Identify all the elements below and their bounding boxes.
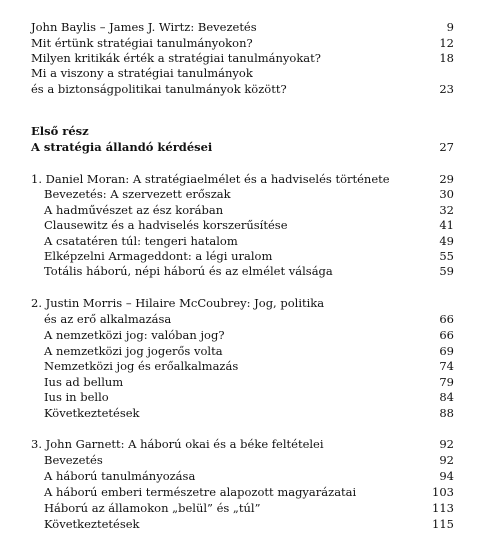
- toc-entry-page: 59: [439, 264, 454, 278]
- toc-entry-page: 74: [439, 359, 454, 373]
- toc-entry-title: Mi a viszony a stratégiai tanulmányok: [31, 66, 253, 80]
- section-entry: [0, 453, 480, 468]
- chapter-entry: [0, 172, 480, 187]
- section-entry: [0, 234, 480, 249]
- toc-entry-title: John Baylis – James J. Wirtz: Bevezetés: [31, 20, 257, 34]
- toc-entry: [0, 20, 480, 35]
- toc-entry: [0, 51, 480, 66]
- section-title: Nemzetközi jog és erőalkalmazás: [44, 359, 239, 373]
- section-entry: [0, 328, 480, 343]
- toc-entry-page: 55: [439, 249, 454, 263]
- section-entry: [0, 218, 480, 233]
- part-label: Első rész: [31, 124, 89, 138]
- section-title: Következtetések: [44, 406, 140, 420]
- part-heading: [0, 124, 480, 139]
- toc-entry-page: 12: [439, 36, 454, 50]
- section-entry: [0, 485, 480, 500]
- toc-entry-page: 113: [432, 501, 454, 515]
- section-title: Következtetések: [44, 517, 140, 531]
- toc-entry-page: 27: [439, 140, 454, 154]
- section-title: A nemzetközi jog: valóban jog?: [44, 328, 225, 342]
- toc-entry: [0, 36, 480, 51]
- section-title: Elképzelni Armageddont: a légi uralom: [44, 249, 273, 263]
- section-entry: [0, 344, 480, 359]
- chapter-title: 2. Justin Morris – Hilaire McCoubrey: Jog, politika: [31, 296, 325, 310]
- toc-entry-page: 23: [439, 82, 454, 96]
- toc-entry-page: 103: [432, 485, 454, 499]
- toc-entry-page: 92: [439, 437, 454, 451]
- section-entry: [0, 406, 480, 421]
- toc-entry-page: 115: [432, 517, 454, 531]
- section-title: A csatatéren túl: tengeri hatalom: [44, 234, 238, 248]
- toc-entry-page: 66: [439, 312, 454, 326]
- toc-entry-page: 69: [439, 344, 454, 358]
- section-entry: [0, 203, 480, 218]
- chapter-title: és az erő alkalmazása: [44, 312, 172, 326]
- toc-entry-page: 92: [439, 453, 454, 467]
- section-entry: [0, 249, 480, 264]
- section-title: Ius in bello: [44, 390, 109, 404]
- toc-entry: [0, 82, 480, 97]
- section-entry: [0, 469, 480, 484]
- section-title: Bevezetés: [44, 453, 103, 467]
- section-title: Háború az államokon „belül” és „túl”: [44, 501, 261, 515]
- section-title: A hadművészet az ész korában: [44, 203, 224, 217]
- section-entry: [0, 375, 480, 390]
- toc-entry-page: 49: [439, 234, 454, 248]
- section-entry: [0, 390, 480, 405]
- chapter-entry: [0, 296, 480, 311]
- section-title: Clausewitz és a hadviselés korszerűsítése: [44, 218, 288, 232]
- section-entry: [0, 359, 480, 374]
- toc-entry-page: 94: [439, 469, 454, 483]
- section-entry: [0, 264, 480, 279]
- section-entry: [0, 501, 480, 516]
- toc-entry-page: 29: [439, 172, 454, 186]
- toc-entry-page: 30: [439, 187, 454, 201]
- toc-entry-page: 41: [439, 218, 454, 232]
- section-title: A háború emberi természetre alapozott magyarázatai: [44, 485, 357, 499]
- toc-entry-title: Milyen kritikák érték a stratégiai tanulmányokat?: [31, 51, 321, 65]
- section-entry: [0, 187, 480, 202]
- section-title: Ius ad bellum: [44, 375, 124, 389]
- chapter-title-continuation: [0, 312, 480, 327]
- chapter-entry: [0, 437, 480, 452]
- toc-entry-page: 66: [439, 328, 454, 342]
- section-title: A háború tanulmányozása: [44, 469, 196, 483]
- toc-entry-title: és a biztonságpolitikai tanulmányok között?: [31, 82, 287, 96]
- toc-entry-page: 9: [446, 20, 454, 34]
- section-title: Bevezetés: A szervezett erőszak: [44, 187, 231, 201]
- toc-entry-page: 79: [439, 375, 454, 389]
- toc-entry: [0, 66, 480, 81]
- toc-entry-page: 18: [439, 51, 454, 65]
- toc-entry-page: 88: [439, 406, 454, 420]
- toc-entry-page: 84: [439, 390, 454, 404]
- part-title: A stratégia állandó kérdései: [31, 140, 213, 154]
- section-entry: [0, 517, 480, 532]
- section-title: A nemzetközi jog jogerős volta: [44, 344, 223, 358]
- toc-entry-title: Mit értünk stratégiai tanulmányokon?: [31, 36, 253, 50]
- chapter-title: 3. John Garnett: A háború okai és a béke feltételei: [31, 437, 324, 451]
- section-title: Totális háború, népi háború és az elmélet válsága: [44, 264, 333, 278]
- toc-entry-page: 32: [439, 203, 454, 217]
- part-title-entry: [0, 140, 480, 155]
- chapter-title: 1. Daniel Moran: A stratégiaelmélet és a hadviselés története: [31, 172, 390, 186]
